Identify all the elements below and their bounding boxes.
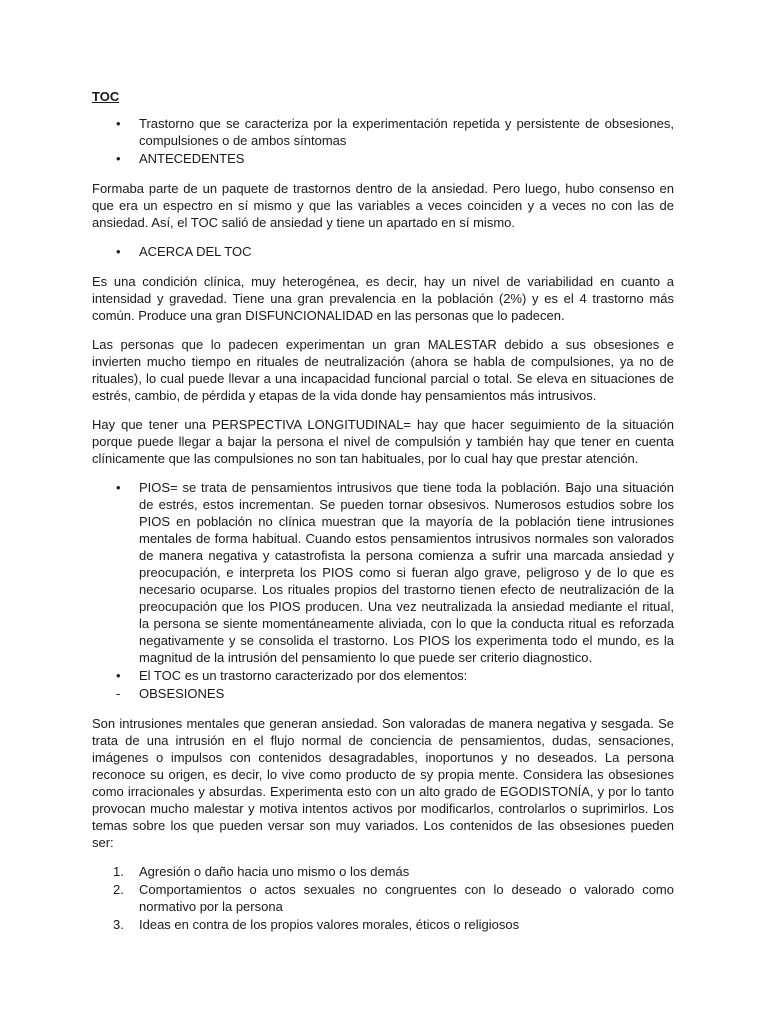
bullet-icon: •	[116, 116, 121, 131]
bullet-list-pios	[92, 479, 674, 684]
list-item	[92, 115, 674, 149]
dash-list	[92, 685, 674, 702]
list-item	[92, 479, 674, 666]
bullet-list-acerca	[92, 243, 674, 260]
list-item-text: Trastorno que se caracteriza por la experimentación repetida y persistente de obsesiones, compulsiones o de ambos síntomas	[139, 116, 674, 148]
list-item-text: ANTECEDENTES	[139, 151, 245, 166]
bullet-icon: •	[116, 668, 121, 683]
paragraph-antecedentes: Formaba parte de un paquete de trastornos dentro de la ansiedad. Pero luego, hubo consenso en que era un espectro en sí mismo y que las variables a veces coinciden y a veces no con las de ansiedad. Así, el TOC salió de ansiedad y tiene un apartado en sí mismo.	[92, 181, 674, 230]
bullet-icon: •	[116, 244, 121, 259]
numbered-list	[92, 863, 674, 933]
paragraph-malestar: Las personas que lo padecen experimentan un gran MALESTAR debido a sus obsesiones e invierten mucho tiempo en rituales de neutralización (ahora se habla de compulsiones, ya no de rituales), lo cual puede llevar a una incapacidad funcional parcial o total. Se eleva en situaciones de estrés, cambio, de pérdida y etapas de la vida donde hay pensamientos más intrusivos.	[92, 337, 674, 403]
paragraph-condicion: Es una condición clínica, muy heterogénea, es decir, hay un nivel de variabilidad en cuanto a intensidad y gravedad. Tiene una gran prevalencia en la población (2%) y es el 4 trastorno más común. Produce una gran DISFUNCIONALIDAD en las personas que lo padecen.	[92, 274, 674, 323]
list-item-text: Agresión o daño hacia uno mismo o los demás	[139, 864, 410, 879]
list-number: 1.	[113, 864, 124, 879]
list-item	[92, 667, 674, 684]
list-item	[92, 685, 674, 702]
list-item	[92, 881, 674, 915]
bullet-icon: •	[116, 151, 121, 166]
list-item	[92, 243, 674, 260]
dash-icon: -	[116, 686, 121, 701]
bullet-icon: •	[116, 480, 121, 495]
document-page	[92, 88, 674, 945]
list-item-text: Comportamientos o actos sexuales no congruentes con lo deseado o valorado como normativo por la persona	[139, 882, 674, 914]
list-item-text: PIOS= se trata de pensamientos intrusivos que tiene toda la población. Bajo una situación de estrés, estos incrementan. Se pueden tornar obsesivos. Numerosos estudios sobre los PIOS en población no clínica muestran que la mayoría de la población tiene intrusiones mentales de forma habitual. Cuando estos pensamientos intrusivos normales son valorados de manera negativa y catastrofista la persona comienza a sufrir una marcada ansiedad y preocupación, e interpreta los PIOS como si fueran algo grave, peligroso y de lo que es necesario ocuparse. Los rituales propios del trastorno tienen efecto de neutralización de la preocupación que los PIOS producen. Una vez neutralizada la ansiedad mediante el ritual, la persona se siente momentáneamente aliviada, con lo que la conducta ritual es reforzada negativamente y se consolida el trastorno. Los PIOS los experimenta todo el mundo, es la magnitud de la intrusión del pensamiento lo que puede ser criterio diagnostico.	[139, 480, 674, 665]
list-number: 3.	[113, 917, 124, 932]
list-item-text: ACERCA DEL TOC	[139, 244, 252, 259]
list-item	[92, 916, 674, 933]
list-item-text: Ideas en contra de los propios valores morales, éticos o religiosos	[139, 917, 520, 932]
list-item	[92, 863, 674, 880]
document-title: TOC	[92, 89, 120, 104]
list-item-text: El TOC es un trastorno caracterizado por dos elementos:	[139, 668, 468, 683]
list-item	[92, 150, 674, 167]
bullet-list-intro	[92, 115, 674, 167]
paragraph-perspectiva: Hay que tener una PERSPECTIVA LONGITUDINAL= hay que hacer seguimiento de la situación porque puede llegar a bajar la persona el nivel de compulsión y también hay que tener en cuenta clínicamente que las compulsiones no son tan habituales, por lo cual hay que prestar atención.	[92, 417, 674, 466]
list-number: 2.	[113, 882, 124, 897]
paragraph-obsesiones: Son intrusiones mentales que generan ansiedad. Son valoradas de manera negativa y sesgada. Se trata de una intrusión en el flujo normal de conciencia de pensamientos, dudas, sensaciones, imágenes o impulsos con contenidos desagradables, inoportunos y no deseados. La persona reconoce su origen, es decir, lo vive como producto de sy propia mente. Considera las obsesiones como irracionales y absurdas. Experimenta esto con un alto grado de EGODISTONÍA, y por lo tanto provocan mucho malestar y motiva intentos activos por modificarlos, controlarlos o suprimirlos. Los temas sobre los que pueden versar son muy variados. Los contenidos de las obsesiones pueden ser:	[92, 716, 674, 850]
list-item-text: OBSESIONES	[139, 686, 225, 701]
